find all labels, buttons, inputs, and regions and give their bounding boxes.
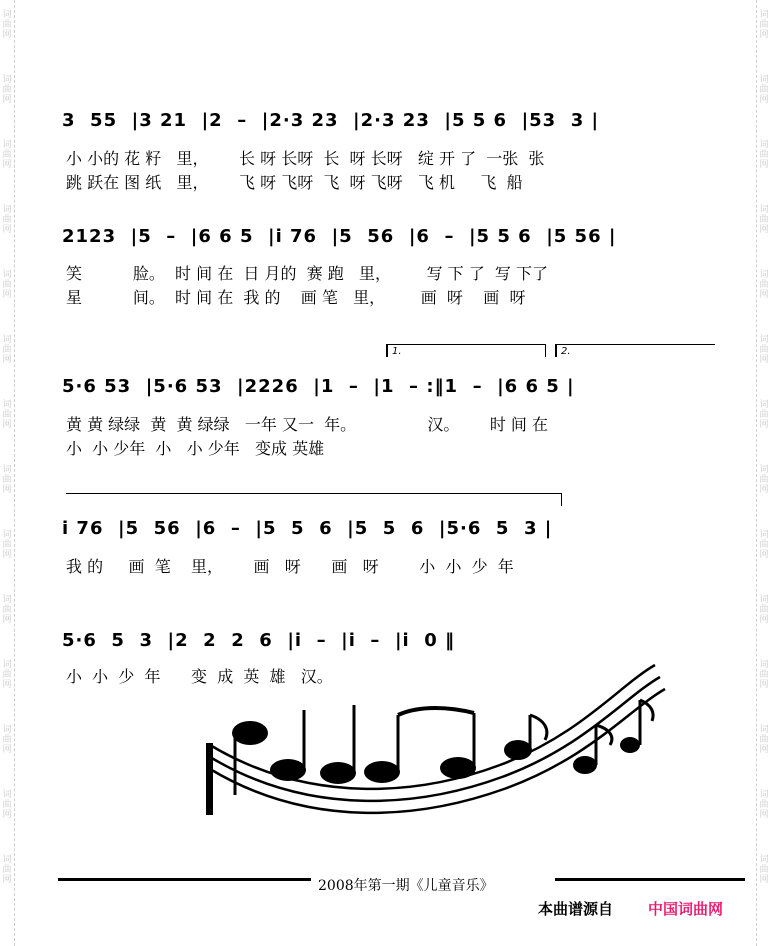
watermark: 词曲网 [759, 595, 769, 625]
lyric-line-2a: 笑 脸。 时 间 在 日 月的 赛 跑 里， 写 下 了 写 下了 [66, 264, 549, 283]
watermark: 词曲网 [759, 75, 769, 105]
watermark: 词曲网 [759, 140, 769, 170]
notation-row-1: 3 55 |3 21 |2 – |2·3 23 |2·3 23 |5 5 6 |53 3 | [62, 110, 600, 131]
watermark: 词曲网 [759, 725, 769, 755]
second-ending-label: 2. [561, 346, 571, 357]
watermark: 词曲网 [2, 465, 12, 495]
lyric-line-1b: 跳 跃在 图 纸 里， 飞 呀 飞呀 飞 呀 飞呀 飞 机 飞 船 [66, 173, 523, 192]
lyric-line-5: 小 小 少 年 变 成 英 雄 汉。 [66, 667, 333, 686]
watermark: 词曲网 [2, 140, 12, 170]
watermark: 词曲网 [2, 205, 12, 235]
first-ending-label: 1. [392, 346, 402, 357]
watermark: 词曲网 [759, 335, 769, 365]
credit-prefix: 本曲谱源自 [538, 900, 614, 918]
notation-row-3: 5·6 53 |5·6 53 |2226 |1 – |1 – :‖1 – |6 6 5 | [62, 376, 575, 397]
notation-row-4: i 76 |5 56 |6 – |5 5 6 |5 5 6 |5·6 5 3 | [62, 518, 553, 539]
watermark: 词曲网 [759, 530, 769, 560]
watermark: 词曲网 [759, 855, 769, 885]
phrase-bracket [66, 493, 562, 494]
watermark: 词曲网 [2, 725, 12, 755]
second-ending-bracket [555, 344, 715, 357]
lyric-line-1a: 小 小的 花 籽 里， 长 呀 长呀 长 呀 长呀 绽 开 了 一张 张 [66, 149, 545, 168]
left-watermark-strip [0, 0, 15, 946]
watermark: 词曲网 [759, 465, 769, 495]
footer-rule-left [58, 878, 311, 881]
watermark: 词曲网 [2, 10, 12, 40]
watermark: 词曲网 [2, 660, 12, 690]
watermark: 词曲网 [759, 205, 769, 235]
notation-row-2: 2123 |5 – |6 6 5 |i 76 |5 56 |6 – |5 5 6 |5 56 | [62, 226, 617, 247]
first-ending-bracket [386, 344, 546, 357]
watermark: 词曲网 [2, 400, 12, 430]
lyric-line-2b: 星 间。 时 间 在 我 的 画 笔 里， 画 呀 画 呀 [66, 288, 526, 307]
watermark: 词曲网 [759, 10, 769, 40]
credit-site-link[interactable]: 中国词曲网 [648, 900, 724, 918]
music-staff-illustration [200, 645, 670, 825]
watermark: 词曲网 [2, 75, 12, 105]
right-watermark-strip [756, 0, 771, 946]
watermark: 词曲网 [2, 790, 12, 820]
watermark: 词曲网 [2, 270, 12, 300]
watermark: 词曲网 [759, 270, 769, 300]
watermark: 词曲网 [759, 400, 769, 430]
publication-source: 2008年第一期《儿童音乐》 [318, 878, 494, 894]
watermark: 词曲网 [2, 530, 12, 560]
watermark: 词曲网 [2, 855, 12, 885]
lyric-line-3b: 小 小 少年 小 小 少年 变成 英雄 [66, 439, 325, 458]
footer-rule-right [555, 878, 745, 881]
watermark: 词曲网 [2, 335, 12, 365]
watermark: 词曲网 [759, 660, 769, 690]
lyric-line-3a: 黄 黄 绿绿 黄 黄 绿绿 一年 又一 年。 汉。 时 间 在 [66, 415, 549, 434]
lyric-line-4: 我 的 画 笔 里， 画 呀 画 呀 小 小 少 年 [66, 557, 514, 576]
watermark: 词曲网 [759, 790, 769, 820]
watermark: 词曲网 [2, 595, 12, 625]
notation-row-5: 5·6 5 3 |2 2 2 6 |i – |i – |i 0 ‖ [62, 630, 456, 651]
